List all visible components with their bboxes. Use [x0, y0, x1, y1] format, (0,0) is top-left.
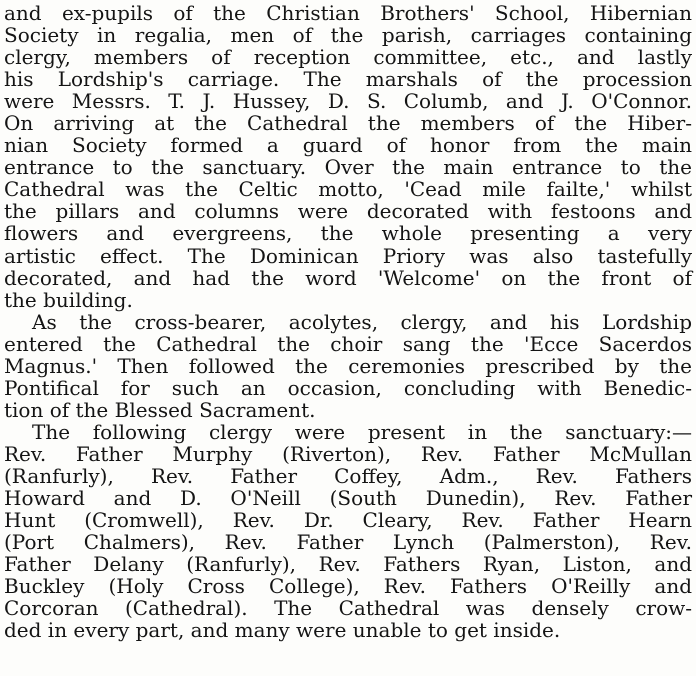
text-line: Buckley (Holy Cross College), Rev. Fathers O'Reilly and: [4, 574, 692, 599]
text-line: were Messrs. T. J. Hussey, D. S. Columb, and J. O'Connor.: [4, 89, 692, 114]
text-line: The following clergy were present in the sanctuary:—: [32, 419, 692, 444]
text-line: and ex-pupils of the Christian Brothers' School, Hibernian: [4, 1, 692, 25]
text-line: (Port Chalmers), Rev. Father Lynch (Palmerston), Rev.: [4, 530, 692, 555]
text-line: clergy, members of reception committee, etc., and lastly: [4, 45, 692, 70]
text-line: Father Delany (Ranfurly), Rev. Fathers Ryan, Liston, and: [4, 552, 692, 577]
text-line: decorated, and had the word 'Welcome' on the front of: [4, 265, 692, 290]
text-line: On arriving at the Cathedral the members of the Hiber-: [4, 111, 692, 136]
text-line: Society in regalia, men of the parish, carriages containing: [4, 23, 692, 48]
text-line: (Ranfurly), Rev. Father Coffey, Adm., Rev. Fathers: [4, 463, 692, 488]
text-line: tion of the Blessed Sacrament.: [4, 397, 316, 422]
text-line: the building.: [4, 287, 133, 312]
text-line: Hunt (Cromwell), Rev. Dr. Cleary, Rev. Father Hearn: [4, 508, 692, 533]
paragraph-clergy: [4, 421, 696, 641]
text-line: flowers and evergreens, the whole presenting a very: [4, 221, 692, 246]
paragraph-ceremony: [4, 311, 696, 421]
text-line: artistic effect. The Dominican Priory was also tastefully: [4, 243, 692, 268]
text-line: entrance to the sanctuary. Over the main entrance to the: [4, 155, 692, 180]
text-line: As the cross-bearer, acolytes, clergy, and his Lordship: [32, 309, 692, 334]
text-line: Howard and D. O'Neill (South Dunedin), Rev. Father: [4, 486, 692, 511]
text-line: Corcoran (Cathedral). The Cathedral was densely crow-: [4, 596, 692, 621]
text-line: his Lordship's carriage. The marshals of the procession: [4, 67, 692, 92]
text-line: Cathedral was the Celtic motto, 'Cead mile failte,' whilst: [4, 177, 692, 202]
text-line: Rev. Father Murphy (Riverton), Rev. Father McMullan: [4, 441, 692, 466]
text-line: nian Society formed a guard of honor from the main: [4, 133, 692, 158]
text-line: Magnus.' Then followed the ceremonies prescribed by the: [4, 353, 692, 378]
text-line: Pontifical for such an occasion, concluding with Benedic-: [4, 375, 692, 400]
text-line: ded in every part, and many were unable to get inside.: [4, 618, 561, 643]
paragraph-procession: [4, 2, 696, 311]
text-line: the pillars and columns were decorated with festoons and: [4, 199, 692, 224]
text-line: entered the Cathedral the choir sang the 'Ecce Sacerdos: [4, 331, 692, 356]
